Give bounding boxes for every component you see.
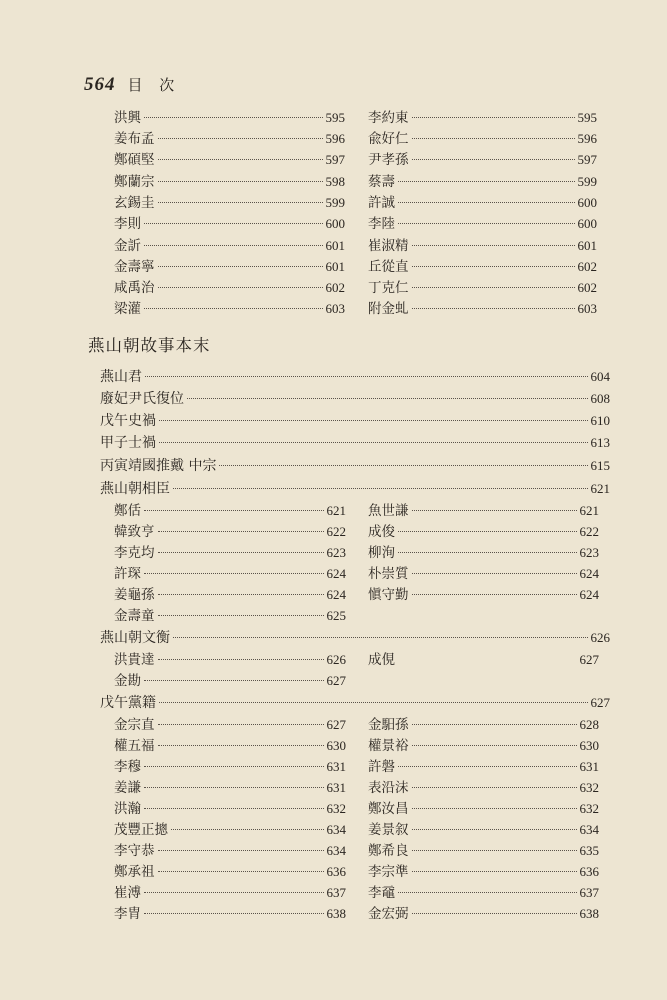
toc-entry: 金勘 627 [114,673,346,689]
toc-entry: 鄭佸 621 [114,503,346,519]
toc-main-entry: 燕山君 604 [100,369,610,385]
toc-entry: 丘從直 602 [368,259,597,275]
toc-entry: 權五福 630 [114,738,346,754]
toc-entry: 權景裕 630 [368,738,599,754]
toc-entry: 朴崇質 624 [368,566,599,582]
toc-main-entry: 燕山朝文衡 626 [100,630,610,646]
toc-entry: 李則 600 [114,216,345,232]
toc-entry: 李宗準 636 [368,864,599,880]
toc-main-entry: 戊午黨籍 627 [100,695,610,711]
toc-entry: 洪貴達 626 [114,652,346,668]
toc-entry: 李穆 631 [114,759,346,775]
toc-entry: 鄭蘭宗 598 [114,174,345,190]
toc-entry: 許琛 624 [114,566,346,582]
toc-entry: 丁克仁 602 [368,280,597,296]
toc-entry: 李守恭 634 [114,843,346,859]
toc-entry: 玄錫圭 599 [114,195,345,211]
toc-entry: 李黿 637 [368,885,599,901]
toc-entry: 附金虬 603 [368,301,597,317]
toc-entry: 蔡壽 599 [368,174,597,190]
toc-entry: 李約東 595 [368,110,597,126]
toc-entry: 李克均 623 [114,545,346,561]
toc-entry: 成俔 627 [368,652,599,668]
toc-entry: 鄭希良 635 [368,843,599,859]
toc-entry: 姜謙 631 [114,780,346,796]
toc-entry: 許誠 600 [368,195,597,211]
toc-entry: 金壽寧 601 [114,259,345,275]
toc-main-entry: 燕山朝相臣 621 [100,481,610,497]
toc-entry: 鄭碩堅 597 [114,152,345,168]
toc-main-entry: 廢妃尹氏復位 608 [100,391,610,407]
toc-entry: 李胄 638 [114,906,346,922]
toc-entry: 崔溥 637 [114,885,346,901]
toc-entry: 金宗直 627 [114,717,346,733]
toc-entry: 茂豐正摠 634 [114,822,346,838]
page-number: 564 [84,74,116,95]
toc-entry: 金訢 601 [114,238,345,254]
section-title: 燕山朝故事本末 [88,336,211,355]
toc-main-entry: 甲子士禍 613 [100,435,610,451]
toc-entry: 洪瀚 632 [114,801,346,817]
running-title: 目 次 [127,76,181,94]
toc-entry: 咸禹治 602 [114,280,345,296]
toc-main-entry: 丙寅靖國推戴 中宗 615 [100,458,610,474]
toc-entry: 崔淑精 601 [368,238,597,254]
toc-entry: 姜龜孫 624 [114,587,346,603]
toc-entry: 愼守勤 624 [368,587,599,603]
toc-entry: 成俊 622 [368,524,599,540]
running-header [84,74,180,96]
toc-entry: 鄭承祖 636 [114,864,346,880]
toc-entry: 韓致亨 622 [114,524,346,540]
toc-entry: 金宏弼 638 [368,906,599,922]
toc-entry: 兪好仁 596 [368,131,597,147]
toc-entry: 洪興 595 [114,110,345,126]
toc-entry: 梁灌 603 [114,301,345,317]
toc-main-entry: 戊午史禍 610 [100,413,610,429]
toc-entry: 鄭汝昌 632 [368,801,599,817]
toc-entry: 魚世謙 621 [368,503,599,519]
toc-entry: 許磐 631 [368,759,599,775]
toc-entry: 金壽童 625 [114,608,346,624]
toc-entry: 姜布孟 596 [114,131,345,147]
toc-entry: 李陸 600 [368,216,597,232]
toc-entry: 姜景叙 634 [368,822,599,838]
toc-entry: 尹孝孫 597 [368,152,597,168]
toc-entry: 柳洵 623 [368,545,599,561]
toc-entry: 金馹孫 628 [368,717,599,733]
toc-entry: 表沿沫 632 [368,780,599,796]
